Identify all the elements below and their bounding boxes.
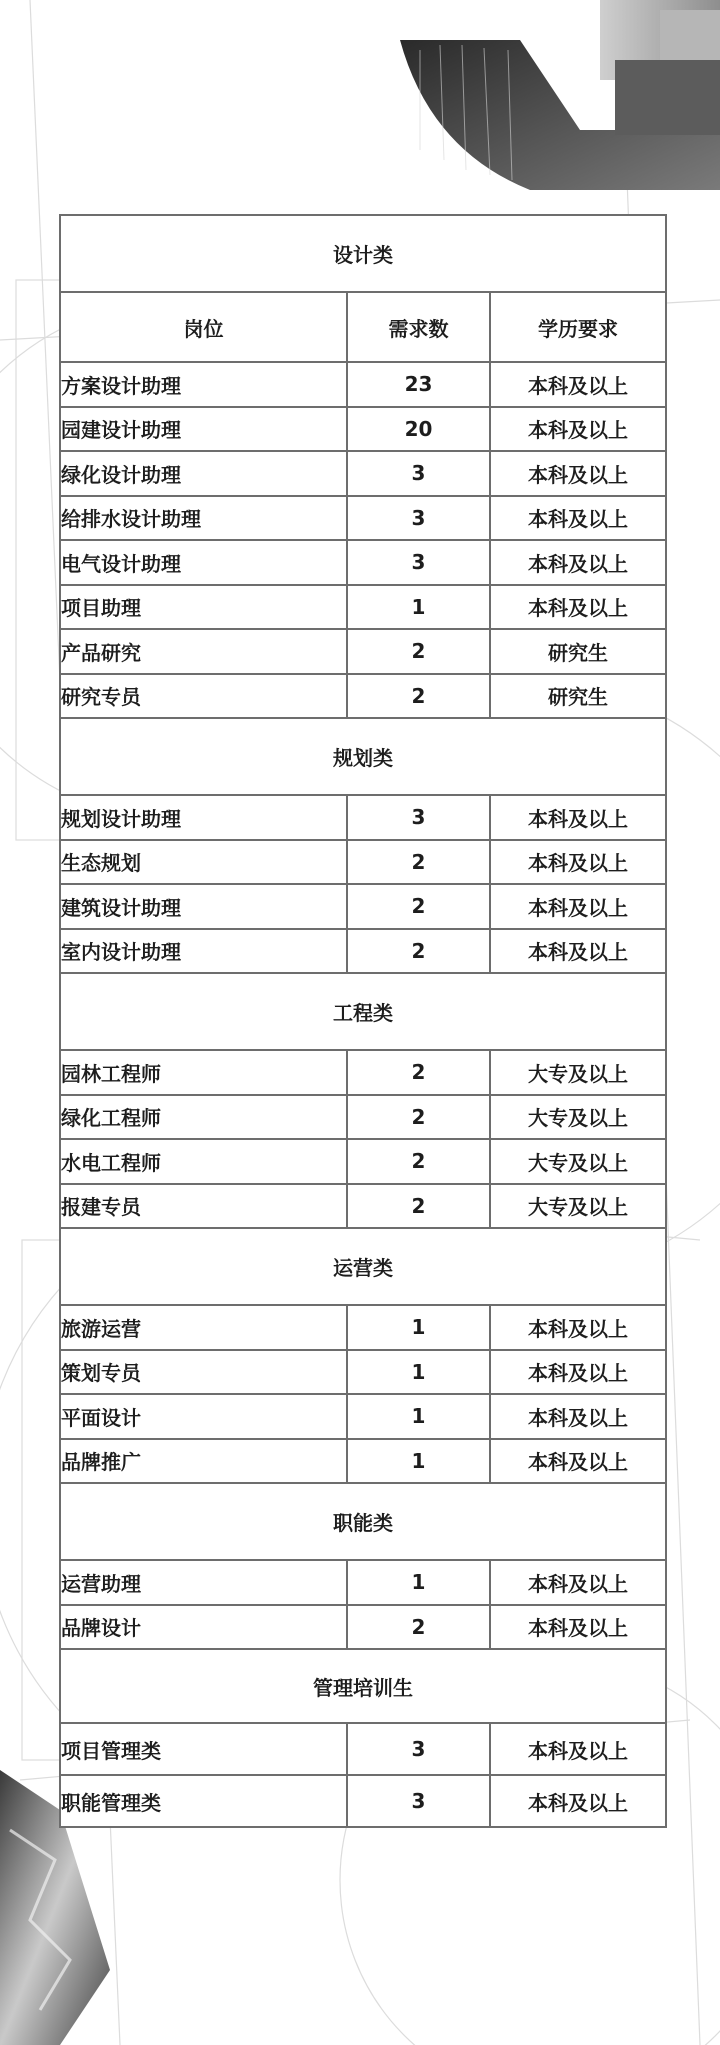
table-row — [60, 1775, 666, 1827]
education-cell: 本科及以上 — [490, 1605, 666, 1650]
education-cell: 本科及以上 — [490, 1439, 666, 1484]
table-row — [60, 1723, 666, 1775]
section-title: 职能类 — [60, 1483, 666, 1560]
section-title-row — [60, 1649, 666, 1723]
education-cell: 本科及以上 — [490, 840, 666, 885]
section-title: 设计类 — [60, 215, 666, 292]
table-row — [60, 1139, 666, 1184]
education-cell: 本科及以上 — [490, 1560, 666, 1605]
count-cell: 2 — [347, 1050, 490, 1095]
count-cell: 3 — [347, 496, 490, 541]
table-row — [60, 451, 666, 496]
education-cell: 本科及以上 — [490, 407, 666, 452]
education-cell: 研究生 — [490, 674, 666, 719]
section-title-row — [60, 973, 666, 1050]
education-cell: 本科及以上 — [490, 884, 666, 929]
table-row — [60, 1350, 666, 1395]
table-row — [60, 1305, 666, 1350]
table-row — [60, 929, 666, 974]
section-title-row — [60, 718, 666, 795]
position-cell: 室内设计助理 — [60, 929, 347, 974]
education-cell: 大专及以上 — [490, 1095, 666, 1140]
section-title: 工程类 — [60, 973, 666, 1050]
position-cell: 园建设计助理 — [60, 407, 347, 452]
position-cell: 研究专员 — [60, 674, 347, 719]
count-cell: 2 — [347, 674, 490, 719]
position-cell: 绿化工程师 — [60, 1095, 347, 1140]
education-cell: 本科及以上 — [490, 540, 666, 585]
section-title: 管理培训生 — [60, 1649, 666, 1723]
section-title: 运营类 — [60, 1228, 666, 1305]
column-header-count: 需求数 — [347, 292, 490, 362]
position-cell: 运营助理 — [60, 1560, 347, 1605]
column-header-row — [60, 292, 666, 362]
position-cell: 电气设计助理 — [60, 540, 347, 585]
section-title: 规划类 — [60, 718, 666, 795]
position-cell: 平面设计 — [60, 1394, 347, 1439]
section-title-row — [60, 215, 666, 292]
position-cell: 职能管理类 — [60, 1775, 347, 1827]
education-cell: 本科及以上 — [490, 1305, 666, 1350]
count-cell: 3 — [347, 540, 490, 585]
count-cell: 2 — [347, 629, 490, 674]
section-title-row — [60, 1228, 666, 1305]
count-cell: 2 — [347, 1095, 490, 1140]
count-cell: 3 — [347, 1723, 490, 1775]
table-row — [60, 1439, 666, 1484]
position-cell: 建筑设计助理 — [60, 884, 347, 929]
table-row — [60, 540, 666, 585]
education-cell: 本科及以上 — [490, 1775, 666, 1827]
count-cell: 2 — [347, 1605, 490, 1650]
count-cell: 3 — [347, 1775, 490, 1827]
section-title-row — [60, 1483, 666, 1560]
table-row — [60, 1095, 666, 1140]
count-cell: 1 — [347, 1439, 490, 1484]
education-cell: 大专及以上 — [490, 1050, 666, 1095]
education-cell: 本科及以上 — [490, 496, 666, 541]
position-cell: 旅游运营 — [60, 1305, 347, 1350]
education-cell: 本科及以上 — [490, 1394, 666, 1439]
count-cell: 1 — [347, 1305, 490, 1350]
education-cell: 本科及以上 — [490, 362, 666, 407]
position-cell: 项目助理 — [60, 585, 347, 630]
education-cell: 本科及以上 — [490, 1350, 666, 1395]
table-row — [60, 840, 666, 885]
count-cell: 2 — [347, 840, 490, 885]
table-row — [60, 1605, 666, 1650]
education-cell: 本科及以上 — [490, 585, 666, 630]
education-cell: 研究生 — [490, 629, 666, 674]
count-cell: 2 — [347, 884, 490, 929]
count-cell: 2 — [347, 1139, 490, 1184]
table-row — [60, 496, 666, 541]
table-row — [60, 1050, 666, 1095]
position-cell: 品牌设计 — [60, 1605, 347, 1650]
education-cell: 大专及以上 — [490, 1184, 666, 1229]
count-cell: 23 — [347, 362, 490, 407]
table-row — [60, 362, 666, 407]
count-cell: 3 — [347, 795, 490, 840]
count-cell: 2 — [347, 1184, 490, 1229]
position-cell: 品牌推广 — [60, 1439, 347, 1484]
recruitment-table — [59, 214, 667, 1828]
column-header-position: 岗位 — [60, 292, 347, 362]
table-row — [60, 1184, 666, 1229]
position-cell: 报建专员 — [60, 1184, 347, 1229]
table-row — [60, 674, 666, 719]
position-cell: 生态规划 — [60, 840, 347, 885]
position-cell: 规划设计助理 — [60, 795, 347, 840]
count-cell: 3 — [347, 451, 490, 496]
count-cell: 1 — [347, 1560, 490, 1605]
table-row — [60, 1560, 666, 1605]
position-cell: 水电工程师 — [60, 1139, 347, 1184]
table-row — [60, 795, 666, 840]
count-cell: 1 — [347, 1394, 490, 1439]
position-cell: 给排水设计助理 — [60, 496, 347, 541]
table-row — [60, 585, 666, 630]
position-cell: 策划专员 — [60, 1350, 347, 1395]
table-row — [60, 629, 666, 674]
education-cell: 本科及以上 — [490, 929, 666, 974]
column-header-education: 学历要求 — [490, 292, 666, 362]
table-row — [60, 884, 666, 929]
education-cell: 本科及以上 — [490, 1723, 666, 1775]
count-cell: 1 — [347, 1350, 490, 1395]
count-cell: 2 — [347, 929, 490, 974]
education-cell: 大专及以上 — [490, 1139, 666, 1184]
position-cell: 产品研究 — [60, 629, 347, 674]
top-right-photo-decoration — [400, 0, 720, 190]
position-cell: 绿化设计助理 — [60, 451, 347, 496]
education-cell: 本科及以上 — [490, 451, 666, 496]
count-cell: 1 — [347, 585, 490, 630]
count-cell: 20 — [347, 407, 490, 452]
position-cell: 方案设计助理 — [60, 362, 347, 407]
position-cell: 园林工程师 — [60, 1050, 347, 1095]
position-cell: 项目管理类 — [60, 1723, 347, 1775]
education-cell: 本科及以上 — [490, 795, 666, 840]
table-row — [60, 1394, 666, 1439]
table-row — [60, 407, 666, 452]
